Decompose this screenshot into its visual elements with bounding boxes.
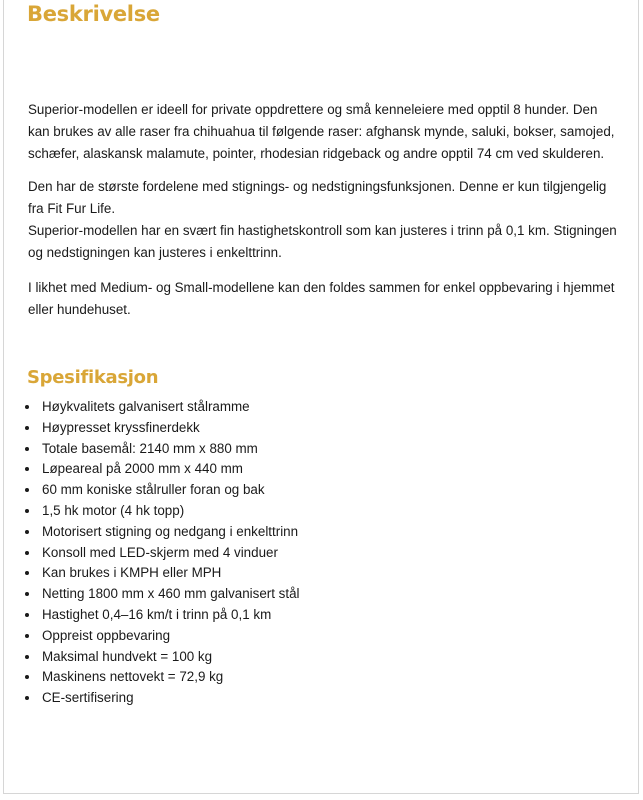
description-paragraph-2b: Superior-modellen har en svært fin hastighetskontroll som kan justeres i trinn på 0,1 km. Stigningen og nedstigningen kan justeres i enkelttrinn. (28, 223, 617, 260)
description-paragraph-2a: Den har de største fordelene med stignings- og nedstigningsfunksjonen. Denne er kun tilgjengelig fra Fit Fur Life. (28, 179, 607, 216)
spec-item: • Totale basemål: 2140 mm x 880 mm (40, 439, 300, 460)
spec-item: • Netting 1800 mm x 460 mm galvanisert stål (40, 584, 300, 605)
spec-item: • Hastighet 0,4–16 km/t i trinn på 0,1 km (40, 605, 300, 626)
spec-item: • 1,5 hk motor (4 hk topp) (40, 501, 300, 522)
description-paragraph-1: Superior-modellen er ideell for private oppdrettere og små kenneleiere med opptil 8 hunder. Den kan brukes av alle raser fra chihuahua til følgende raser: afghansk mynde, saluki, bokser, samojed, schæfer, alaskansk malamute, pointer, rhodesian ridgeback og andre opptil 74 cm ved skulderen. (28, 102, 615, 161)
spec-item: • Løpeareal på 2000 mm x 440 mm (40, 459, 300, 480)
spec-item: • CE-sertifisering (40, 688, 300, 709)
spec-item: • 60 mm koniske stålruller foran og bak (40, 480, 300, 501)
spec-item: • Konsoll med LED-skjerm med 4 vinduer (40, 543, 300, 564)
description-heading: Beskrivelse (27, 2, 160, 26)
description-paragraph-3: I likhet med Medium- og Small-modellene kan den foldes sammen for enkel oppbevaring i hjemmet eller hundehuset. (28, 280, 615, 317)
spec-item: • Oppreist oppbevaring (40, 626, 300, 647)
spec-item: • Maskinens nettovekt = 72,9 kg (40, 667, 300, 688)
description-paragraph-2 (28, 176, 618, 264)
spec-item: • Motorisert stigning og nedgang i enkelttrinn (40, 522, 300, 543)
spec-item: • Kan brukes i KMPH eller MPH (40, 563, 300, 584)
specifications-list (15, 397, 300, 709)
spec-item: • Høykvalitets galvanisert stålramme (40, 397, 300, 418)
specifications-heading: Spesifikasjon (27, 367, 159, 388)
spec-item: • Maksimal hundvekt = 100 kg (40, 647, 300, 668)
spec-item: • Høypresset kryssfinerdekk (40, 418, 300, 439)
